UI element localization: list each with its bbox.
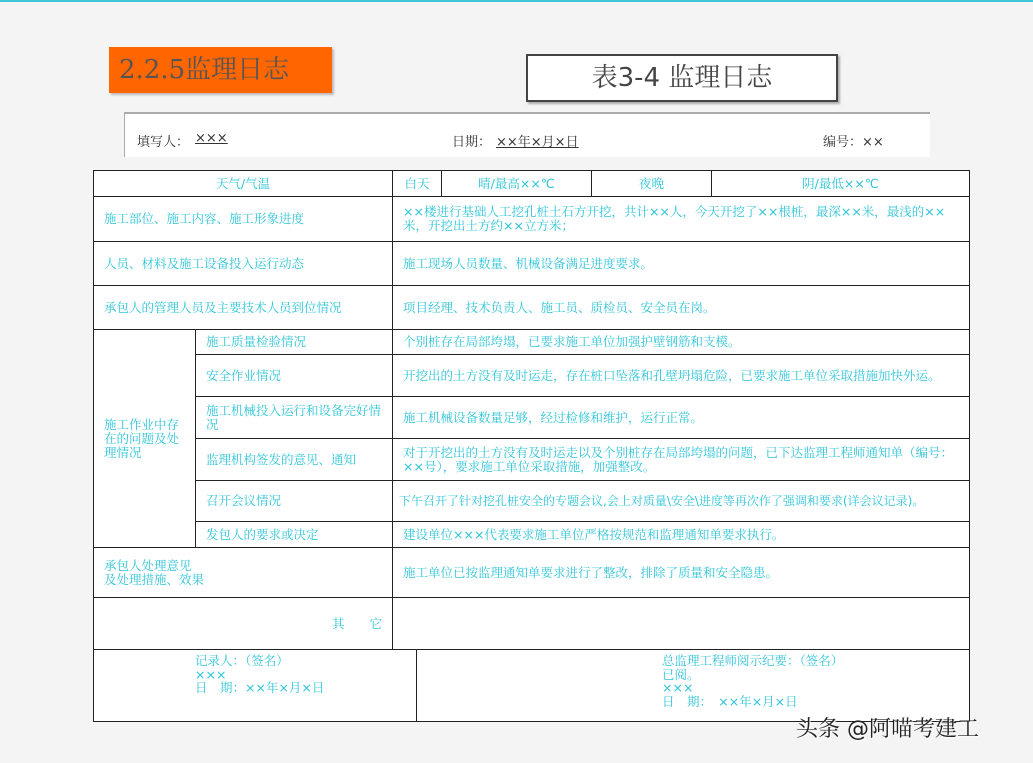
night-value: 阴/最低××℃ bbox=[711, 170, 970, 197]
issue-value: 对于开挖出的土方没有及时运走以及个别桩存在局部垮塌的问题，已下达监理工程师通知单（编号：××号），要求施工单位采取措施，加强整改。 bbox=[392, 438, 970, 481]
section-title: 2.2.5监理日志 bbox=[109, 47, 332, 93]
day-value: 晴/最高××℃ bbox=[441, 170, 592, 197]
filler-value: ××× bbox=[195, 131, 228, 146]
other-label: 其 它 bbox=[93, 597, 393, 650]
row-value: 施工现场人员数量、机械设备满足进度要求。 bbox=[392, 241, 970, 286]
date-value: ××年×月×日 bbox=[496, 135, 579, 150]
handling-label: 承包人处理意见 及处理措施、效果 bbox=[93, 547, 393, 598]
night-label: 夜晚 bbox=[591, 170, 712, 197]
issue-value: 开挖出的土方没有及时运走，存在桩口坠落和孔壁坍塌危险，已要求施工单位采取措施加快外运。 bbox=[392, 354, 970, 397]
row-label: 施工部位、施工内容、施工形象进度 bbox=[93, 196, 393, 242]
number-label: 编号：×× bbox=[823, 135, 884, 150]
issue-value: 个别桩存在局部垮塌，已要求施工单位加强护壁钢筋和支模。 bbox=[392, 329, 970, 355]
info-bar bbox=[124, 112, 930, 157]
top-accent-line bbox=[0, 0, 1033, 2]
issue-value: 建设单位×××代表要求施工单位严格按规范和监理通知单要求执行。 bbox=[392, 521, 970, 548]
filler-label: 填写人： bbox=[137, 135, 190, 150]
issues-label: 施工作业中存在的问题及处理情况 bbox=[93, 329, 196, 548]
issue-value: 施工机械设备数量足够，经过检修和维护，运行正常。 bbox=[392, 396, 970, 439]
date-label: 日期： bbox=[452, 135, 492, 150]
row-label: 承包人的管理人员及主要技术人员到位情况 bbox=[93, 285, 393, 330]
handling-value: 施工单位已按监理通知单要求进行了整改，排除了质量和安全隐患。 bbox=[392, 547, 970, 598]
other-value bbox=[392, 597, 970, 650]
weather-label: 天气/气温 bbox=[93, 170, 393, 197]
issue-value: 下午召开了针对挖孔桩安全的专题会议,会上对质量\安全\进度等再次作了强调和要求(详会议记录)。 bbox=[392, 480, 970, 522]
issue-label: 召开会议情况 bbox=[195, 480, 393, 522]
day-label: 白天 bbox=[392, 170, 442, 197]
row-label: 人员、材料及施工设备投入运行动态 bbox=[93, 241, 393, 286]
row-value: 项目经理、技术负责人、施工员、质检员、安全员在岗。 bbox=[392, 285, 970, 330]
issue-label: 监理机构签发的意见、通知 bbox=[195, 438, 393, 481]
table-title: 表3-4 监理日志 bbox=[526, 54, 838, 102]
recorder-signature: 记录人：（签名） ××× 日 期：××年×月×日 bbox=[195, 653, 325, 695]
chief-engineer-signature: 总监理工程师阅示纪要：（签名） 已阅。 ××× 日 期： ××年×月×日 bbox=[662, 653, 844, 709]
issue-label: 发包人的要求或决定 bbox=[195, 521, 393, 548]
issue-label: 安全作业情况 bbox=[195, 354, 393, 397]
issue-label: 施工机械投入运行和设备完好情况 bbox=[195, 396, 393, 439]
issue-label: 施工质量检验情况 bbox=[195, 329, 393, 355]
row-value: ××楼进行基础人工挖孔桩土石方开挖，共计××人，今天开挖了××根桩，最深××米，最浅的××米，开挖出土方约××立方米； bbox=[392, 196, 970, 242]
watermark: 头条 @阿喵考建工 bbox=[796, 717, 979, 742]
